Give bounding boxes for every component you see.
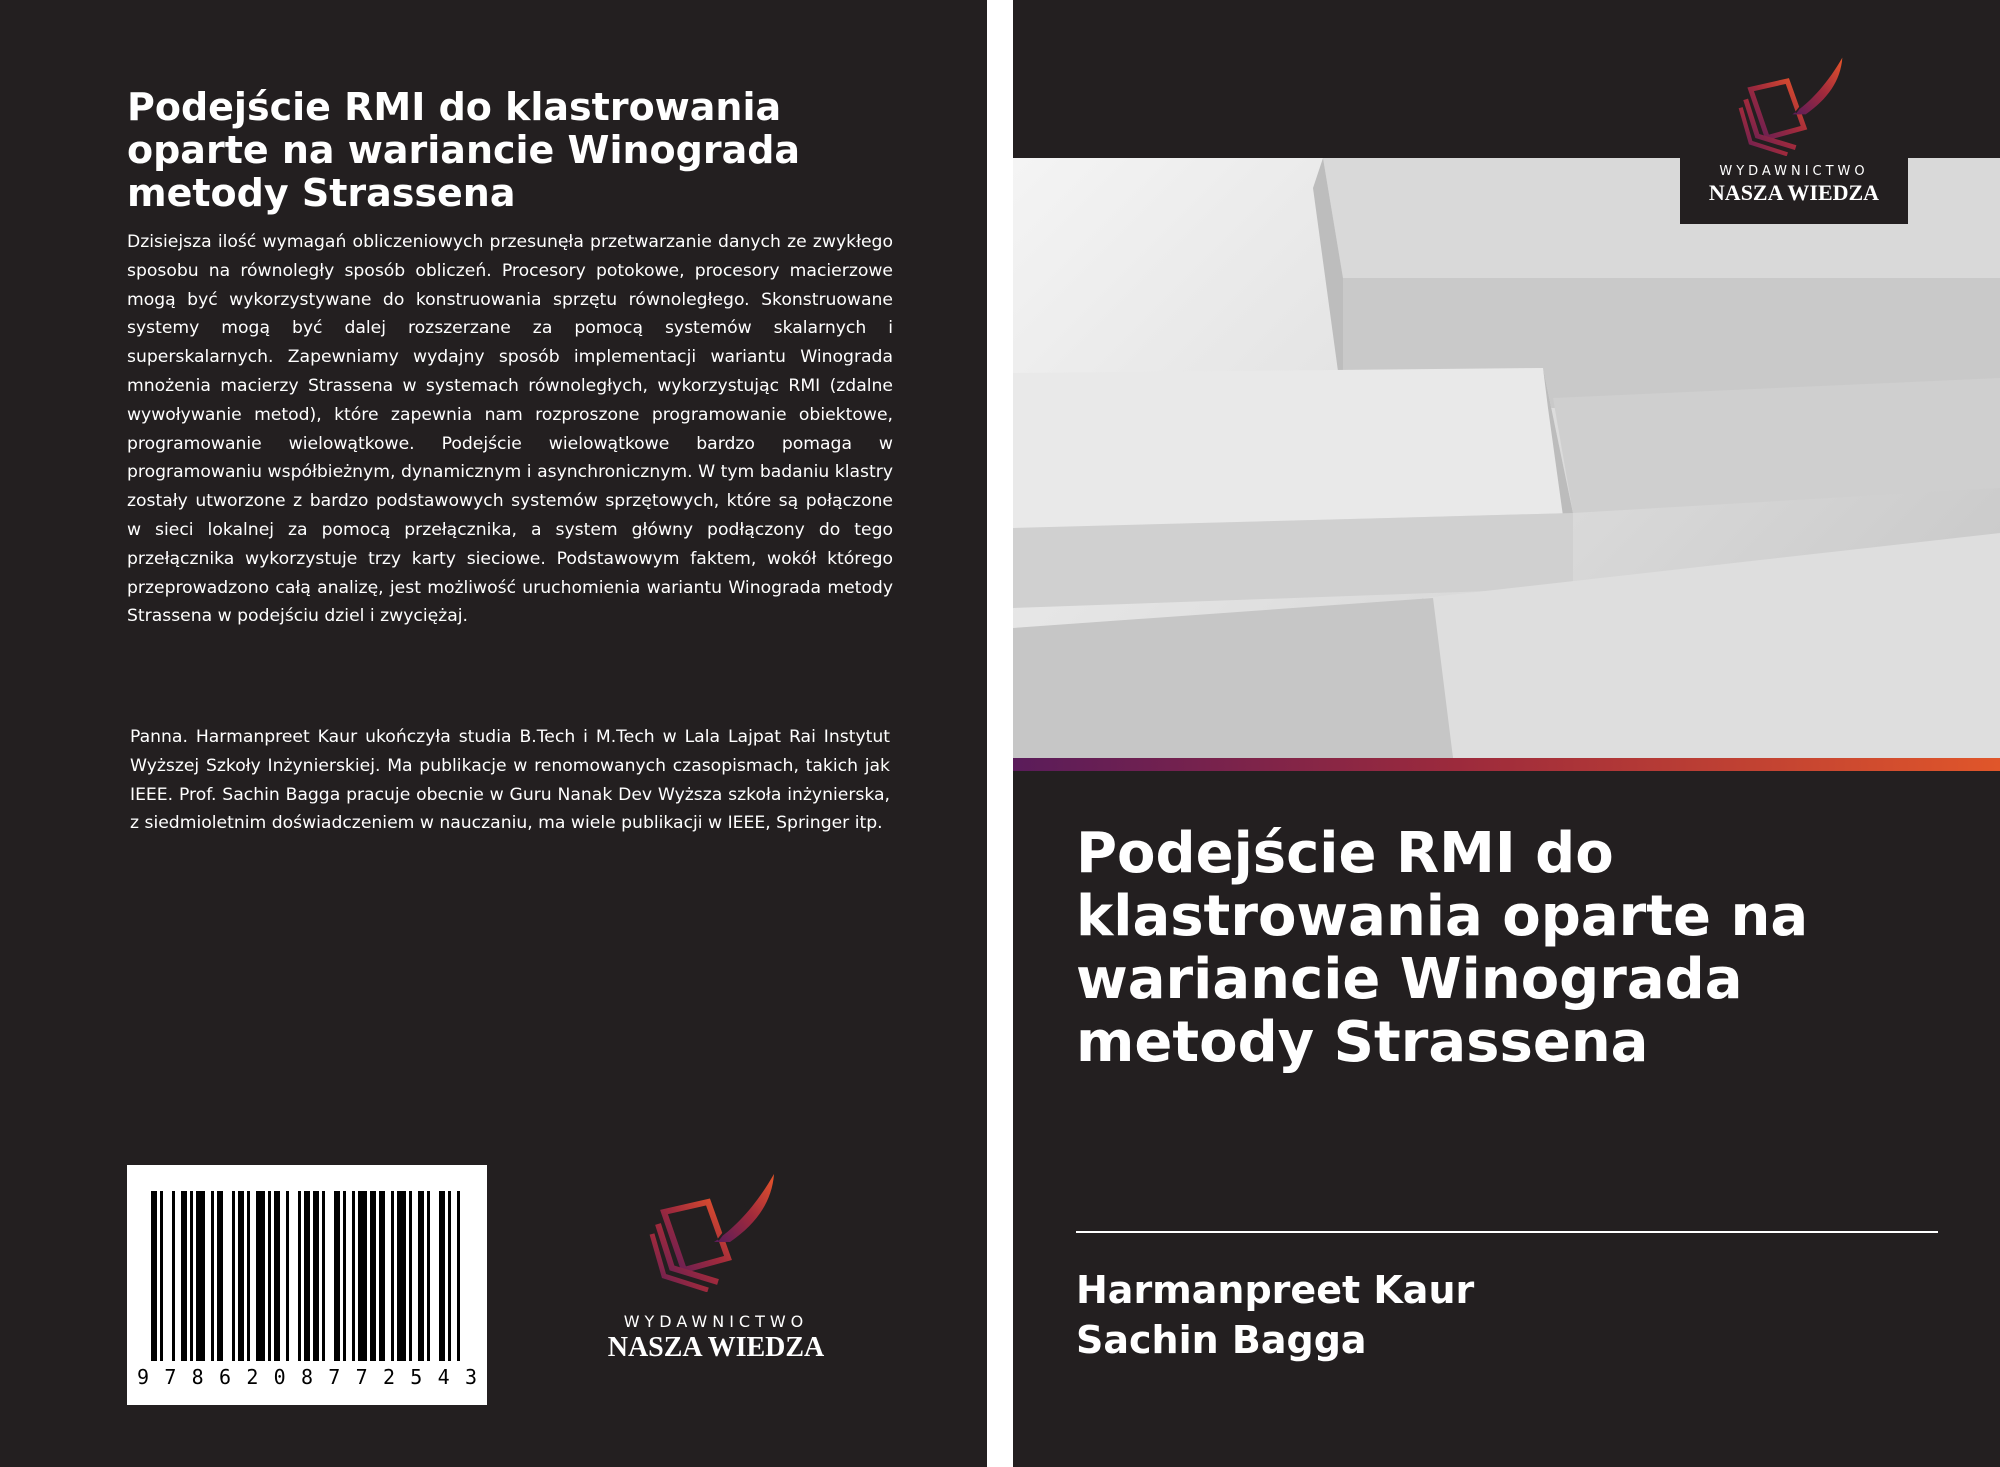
publisher-name: NASZA WIEDZA	[607, 1332, 825, 1363]
barcode-digit: 8	[191, 1365, 204, 1389]
publisher-logo-front	[1680, 52, 1908, 224]
barcode-digit: 3	[464, 1365, 477, 1389]
back-cover-title: Podejście RMI do klastrowania oparte na wariancie Winograda metody Strassena	[127, 85, 801, 215]
barcode-digit: 4	[437, 1365, 450, 1389]
barcode-bar	[457, 1191, 460, 1361]
barcode-digit: 7	[164, 1365, 177, 1389]
barcode-bar	[196, 1191, 205, 1361]
barcode-bar	[247, 1191, 250, 1361]
barcode-bar	[268, 1191, 271, 1361]
book-description: Dzisiejsza ilość wymagań obliczeniowych przesunęła przetwarzanie danych ze zwykłego sposobu na równoległy sposób obliczeń. Procesory potokowe, procesory macierzowe mogą być wykorzystywane do konstruowania sprzętu równoległego. Skonstruowane systemy mogą być dalej rozszerzane za pomocą systemów skalarnych i superskalarnych. Zapewniamy wydajny sposób implementacji wariantu Winograda mnożenia macierzy Strassena w systemach równoległych, wykorzystując RMI (zdalne wywoływanie metod), które zapewnia nam rozproszone programowanie obiektowe, programowanie wielowątkowe. Podejście wielowątkowe bardzo pomaga w programowaniu współbieżnym, dynamicznym i asynchronicznym. W tym badaniu klastry zostały utworzone z bardzo podstawowych systemów sprzętowych, które są połączone w sieci lokalnej za pomocą przełącznika, a system główny podłączony do tego przełącznika wykorzystuje trzy karty sieciowe. Podstawowym faktem, wokół którego przeprowadzono całą analizę, jest możliwość uruchomienia wariantu Winograda metody Strassena w podejściu dziel i zwyciężaj.	[127, 232, 893, 627]
barcode-digit: 9	[137, 1365, 150, 1389]
barcode-bar	[304, 1191, 310, 1361]
book-quill-icon	[646, 1172, 786, 1292]
barcode-digit: 2	[246, 1365, 259, 1389]
isbn-barcode	[127, 1165, 487, 1405]
barcode-bar	[448, 1191, 451, 1361]
barcode-bar	[232, 1191, 235, 1361]
barcode-digit: 2	[382, 1365, 395, 1389]
publisher-logo-back	[596, 1172, 836, 1372]
barcode-bar	[217, 1191, 223, 1361]
barcode-bar	[322, 1191, 325, 1361]
barcode-bar	[391, 1191, 394, 1361]
publisher-label: WYDAWNICTWO	[1719, 164, 1869, 179]
barcode-bar	[181, 1191, 187, 1361]
barcode-bar	[172, 1191, 175, 1361]
barcode-bar	[370, 1191, 376, 1361]
barcode-bar	[343, 1191, 346, 1361]
barcode-digit: 0	[273, 1365, 286, 1389]
publisher-label: WYDAWNICTWO	[623, 1312, 809, 1331]
front-cover	[1013, 0, 2000, 1467]
accent-stripe	[1013, 758, 2000, 771]
barcode-bar	[358, 1191, 367, 1361]
book-quill-icon	[1734, 56, 1854, 156]
barcode-number	[137, 1365, 477, 1389]
barcode-digit: 8	[300, 1365, 314, 1389]
barcode-digit: 7	[355, 1365, 368, 1389]
barcode-bar	[286, 1191, 289, 1361]
author-name: Harmanpreet Kaur	[1076, 1268, 1475, 1312]
barcode-bar	[256, 1191, 265, 1361]
back-cover	[0, 0, 987, 1467]
author-bio: Panna. Harmanpreet Kaur ukończyła studia B.Tech i M.Tech w Lala Lajpat Rai Instytut Wyższej Szkoły Inżynierskiej. Ma publikacje w renomowanych czasopismach, takich jak IEEE. Prof. Sachin Bagga pracuje obecnie w Guru Nanak Dev Wyższa szkoła inżynierska, z siedmioletnim doświadczeniem w nauczaniu, ma wiele publikacji w IEEE, Springer itp.	[130, 727, 890, 834]
divider	[1076, 1231, 1938, 1233]
barcode-bar	[352, 1191, 355, 1361]
barcode-bar	[238, 1191, 244, 1361]
barcode-bar	[313, 1191, 319, 1361]
barcode-bar	[427, 1191, 430, 1361]
barcode-digit: 7	[328, 1365, 341, 1389]
barcode-bar	[274, 1191, 280, 1361]
barcode-bar	[409, 1191, 412, 1361]
cover-image	[1013, 158, 2000, 758]
barcode-bar	[439, 1191, 445, 1361]
barcode-bar	[298, 1191, 301, 1361]
author-name: Sachin Bagga	[1076, 1318, 1367, 1362]
barcode-bar	[160, 1191, 163, 1361]
white-blocks-image	[1013, 158, 2000, 758]
barcode-bar	[379, 1191, 385, 1361]
barcode-bar	[397, 1191, 406, 1361]
front-cover-title: Podejście RMI do klastrowania oparte na wariancie Winograda metody Strassena	[1076, 821, 1809, 1075]
barcode-bar	[211, 1191, 214, 1361]
barcode-digit: 5	[410, 1365, 423, 1389]
publisher-name: NASZA WIEDZA	[1708, 180, 1880, 205]
barcode-bar	[418, 1191, 424, 1361]
barcode-bar	[334, 1191, 340, 1361]
barcode-bar	[151, 1191, 157, 1361]
barcode-digit: 6	[218, 1365, 232, 1389]
barcode-bar	[190, 1191, 193, 1361]
